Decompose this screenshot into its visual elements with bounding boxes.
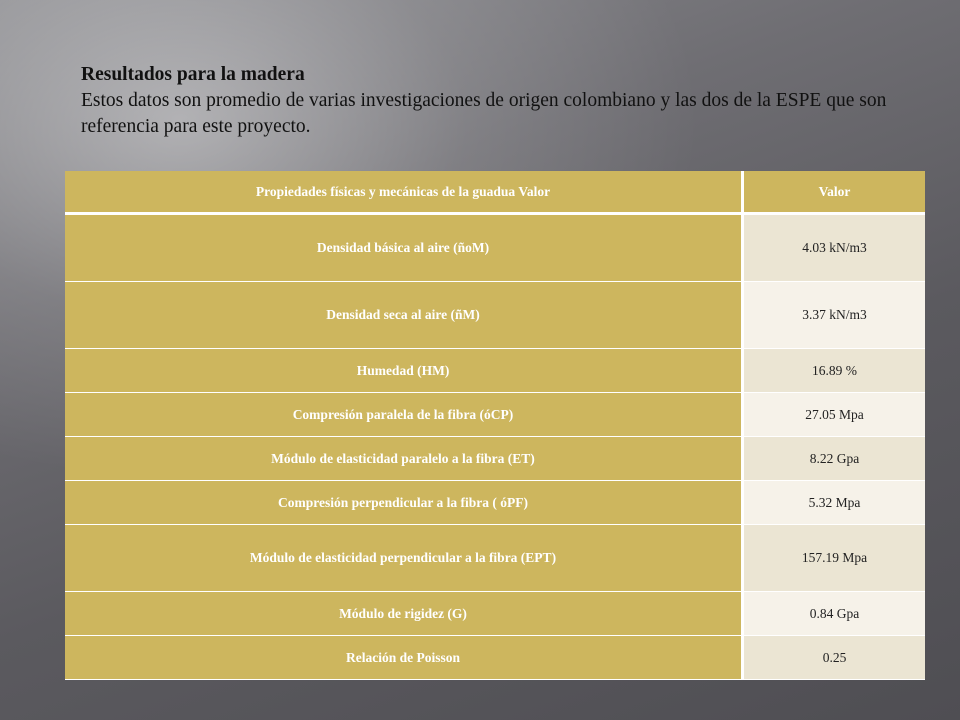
value-cell: 157.19 Mpa — [743, 525, 926, 592]
value-cell: 0.84 Gpa — [743, 592, 926, 636]
properties-table — [65, 171, 925, 680]
property-cell: Módulo de elasticidad paralelo a la fibra (ET) — [65, 437, 743, 481]
property-cell: Módulo de elasticidad perpendicular a la fibra (EPT) — [65, 525, 743, 592]
property-cell: Humedad (HM) — [65, 349, 743, 393]
table-row — [65, 393, 925, 437]
property-cell: Densidad seca al aire (ñM) — [65, 282, 743, 349]
slide-heading: Resultados para la madera — [81, 64, 305, 85]
property-cell: Compresión perpendicular a la fibra ( óPF) — [65, 481, 743, 525]
slide-text-block — [81, 62, 931, 140]
value-cell: 5.32 Mpa — [743, 481, 926, 525]
table-row — [65, 214, 925, 282]
property-cell: Relación de Poisson — [65, 636, 743, 680]
value-cell: 0.25 — [743, 636, 926, 680]
property-cell: Densidad básica al aire (ñoM) — [65, 214, 743, 282]
value-cell: 3.37 kN/m3 — [743, 282, 926, 349]
property-cell: Compresión paralela de la fibra (óCP) — [65, 393, 743, 437]
header-property: Propiedades físicas y mecánicas de la guadua Valor — [65, 171, 743, 214]
header-value: Valor — [743, 171, 926, 214]
value-cell: 27.05 Mpa — [743, 393, 926, 437]
table-row — [65, 349, 925, 393]
table-row — [65, 636, 925, 680]
value-cell: 4.03 kN/m3 — [743, 214, 926, 282]
table-header-row — [65, 171, 925, 214]
table-row — [65, 282, 925, 349]
table-row — [65, 481, 925, 525]
table-row — [65, 525, 925, 592]
table-row — [65, 437, 925, 481]
property-cell: Módulo de rigidez (G) — [65, 592, 743, 636]
table-row — [65, 592, 925, 636]
slide-body-text: Estos datos son promedio de varias investigaciones de origen colombiano y las dos de la ESPE que son referencia para este proyecto. — [81, 90, 887, 137]
value-cell: 8.22 Gpa — [743, 437, 926, 481]
value-cell: 16.89 % — [743, 349, 926, 393]
